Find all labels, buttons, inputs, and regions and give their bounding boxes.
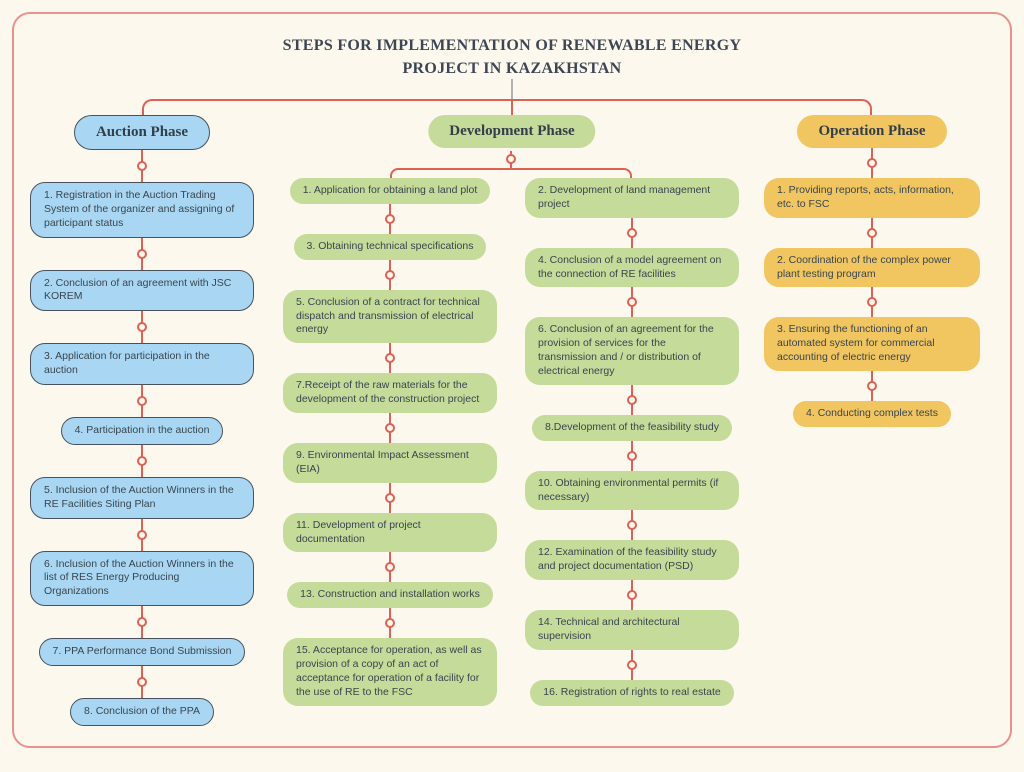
step-box: 4. Participation in the auction (61, 417, 224, 445)
step-box: 13. Construction and installation works (287, 582, 493, 608)
connector-node (137, 456, 147, 466)
connector-node (627, 590, 637, 600)
development-right-steps (528, 178, 736, 706)
auction-phase-column (30, 115, 254, 726)
development-left-steps (286, 178, 494, 706)
connector-node (627, 660, 637, 670)
connector-node (385, 562, 395, 572)
step-box: 15. Acceptance for operation, as well as provision of a copy of an act of acceptance for operation of a facility for the use of RE to the FSC (283, 638, 497, 705)
connector-line (286, 204, 494, 234)
connector-node (867, 297, 877, 307)
development-right-column (528, 178, 736, 706)
connector-line (30, 238, 254, 270)
connector-line (764, 371, 980, 401)
step-box: 4. Conclusion of a model agreement on the connection of RE facilities (525, 248, 739, 288)
step-box: 2. Conclusion of an agreement with JSC KOREM (30, 270, 254, 312)
phase-tree-connector (142, 99, 872, 115)
connector-line (286, 260, 494, 290)
step-box: 1. Registration in the Auction Trading System of the organizer and assigning of participant status (30, 182, 254, 238)
step-box: 8.Development of the feasibility study (532, 415, 732, 441)
connector-line (764, 287, 980, 317)
connector-line (286, 483, 494, 513)
connector-line (286, 552, 494, 582)
connector-line (30, 606, 254, 638)
connector-line (528, 385, 736, 415)
connector-line (30, 150, 254, 182)
connector-node (137, 677, 147, 687)
connector-line (30, 385, 254, 417)
connector-node (627, 520, 637, 530)
auction-phase-header: Auction Phase (74, 115, 210, 150)
step-box: 12. Examination of the feasibility study and project documentation (PSD) (525, 540, 739, 580)
step-box: 5. Conclusion of a contract for technical dispatch and transmission of electrical energy (283, 290, 497, 344)
connector-node (627, 228, 637, 238)
connector-line (30, 445, 254, 477)
connector-node (867, 158, 877, 168)
step-box: 1. Providing reports, acts, information, etc. to FSC (764, 178, 980, 218)
connector-line (764, 218, 980, 248)
connector-node (137, 530, 147, 540)
connector-node (137, 617, 147, 627)
operation-steps (764, 148, 980, 427)
step-box: 8. Conclusion of the PPA (70, 698, 214, 726)
step-box: 3. Application for participation in the auction (30, 343, 254, 385)
connector-node (137, 249, 147, 259)
development-branch-connector (390, 168, 632, 178)
connector-node (867, 381, 877, 391)
step-box: 6. Inclusion of the Auction Winners in the list of RES Energy Producing Organizations (30, 551, 254, 607)
step-box: 7. PPA Performance Bond Submission (39, 638, 246, 666)
connector-line (528, 510, 736, 540)
auction-steps (30, 150, 254, 726)
page-title (0, 34, 1024, 80)
connector-node (867, 228, 877, 238)
page-title-text: STEPS FOR IMPLEMENTATION OF RENEWABLE ENERGY PROJECT IN KAZAKHSTAN (282, 37, 742, 78)
connector-node (385, 353, 395, 363)
step-box: 2. Coordination of the complex power plant testing program (764, 248, 980, 288)
development-phase-header: Development Phase (428, 115, 595, 148)
step-box: 1. Application for obtaining a land plot (290, 178, 491, 204)
connector-node (627, 297, 637, 307)
step-box: 6. Conclusion of an agreement for the provision of services for the transmission and / or distribution of electrical energy (525, 317, 739, 384)
step-box: 14. Technical and architectural supervision (525, 610, 739, 650)
connector-node (385, 214, 395, 224)
operation-phase-column (764, 115, 980, 427)
connector-node (385, 423, 395, 433)
development-left-column (286, 178, 494, 706)
connector-node (506, 154, 516, 164)
connector-node (627, 451, 637, 461)
step-box: 9. Environmental Impact Assessment (EIA) (283, 443, 497, 483)
step-box: 7.Receipt of the raw materials for the development of the construction project (283, 373, 497, 413)
connector-node (385, 618, 395, 628)
connector-line (30, 666, 254, 698)
connector-node (627, 395, 637, 405)
connector-line (528, 441, 736, 471)
connector-line (30, 519, 254, 551)
step-box: 3. Ensuring the functioning of an automated system for commercial accounting of electric energy (764, 317, 980, 371)
connector-node (137, 396, 147, 406)
connector-node (385, 493, 395, 503)
connector-line (286, 608, 494, 638)
connector-node (137, 322, 147, 332)
step-box: 16. Registration of rights to real estate (530, 680, 733, 706)
connector-line (528, 218, 736, 248)
step-box: 5. Inclusion of the Auction Winners in the RE Facilities Siting Plan (30, 477, 254, 519)
connector-node (385, 270, 395, 280)
step-box: 10. Obtaining environmental permits (if necessary) (525, 471, 739, 511)
connector-line (528, 580, 736, 610)
step-box: 11. Development of project documentation (283, 513, 497, 553)
connector-line (528, 287, 736, 317)
phase-tree-center-line (511, 99, 513, 115)
connector-line (528, 650, 736, 680)
title-connector-line (511, 79, 513, 99)
connector-line (30, 311, 254, 343)
connector-node (137, 161, 147, 171)
step-box: 3. Obtaining technical specifications (294, 234, 487, 260)
step-box: 4. Conducting complex tests (793, 401, 951, 427)
connector-line (286, 413, 494, 443)
step-box: 2. Development of land management project (525, 178, 739, 218)
operation-phase-header: Operation Phase (797, 115, 946, 148)
connector-line (286, 343, 494, 373)
connector-line (764, 148, 980, 178)
